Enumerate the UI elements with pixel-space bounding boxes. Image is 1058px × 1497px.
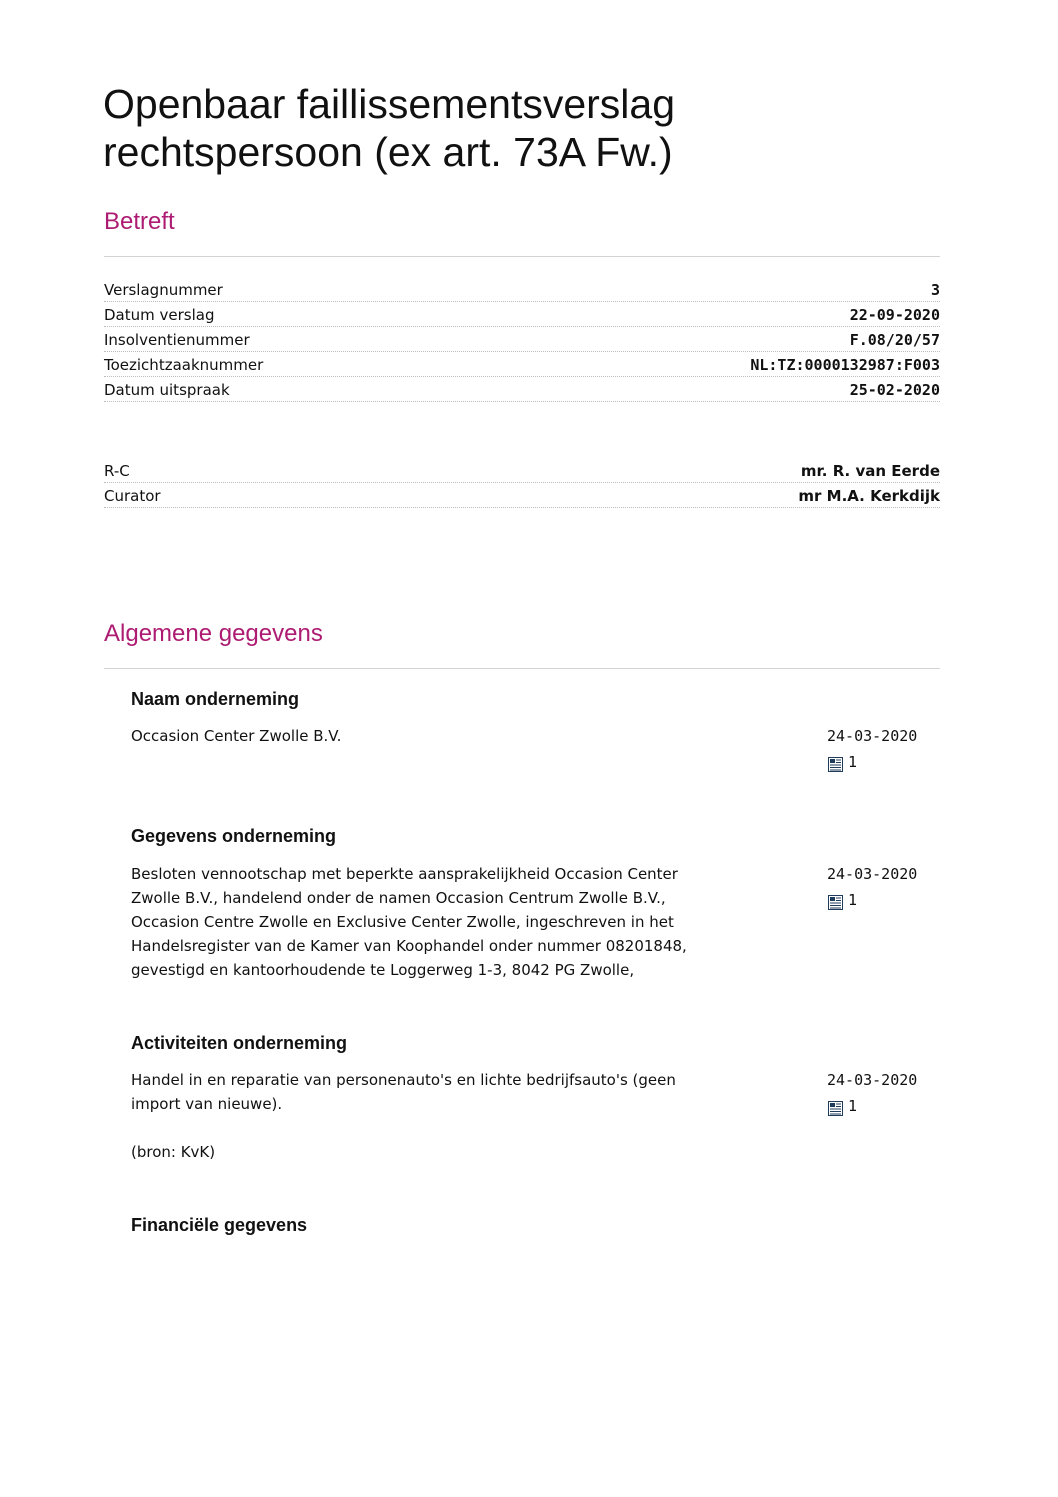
text-line: Besloten vennootschap met beperkte aansprakelijkheid Occasion Center — [131, 865, 678, 883]
page-title-line-1: Openbaar faillissementsverslag — [103, 81, 675, 127]
row-value: 22-09-2020 — [849, 306, 940, 324]
row-value: mr. R. van Eerde — [800, 462, 940, 480]
text-line: gevestigd en kantoorhoudende te Loggerweg 1-3, 8042 PG Zwolle, — [131, 961, 635, 979]
officials-table — [104, 458, 940, 508]
entry-date: 24-03-2020 — [827, 727, 918, 745]
section-heading-betreft: Betreft — [104, 208, 175, 235]
attachment-reference[interactable] — [828, 889, 857, 910]
text-line: Occasion Center Zwolle B.V. — [131, 727, 342, 745]
text-line: import van nieuwe). — [131, 1095, 283, 1113]
row-value: NL:TZ:0000132987:F003 — [750, 356, 940, 374]
row-label: Datum verslag — [104, 306, 215, 324]
page-title-line-2: rechtspersoon (ex art. 73A Fw.) — [103, 129, 673, 175]
source-note: (bron: KvK) — [131, 1143, 216, 1161]
document-icon — [828, 1101, 843, 1116]
subheading-gegevens-onderneming: Gegevens onderneming — [131, 826, 337, 846]
case-details-row — [104, 302, 940, 327]
section-divider — [104, 256, 940, 257]
row-label: Curator — [104, 487, 161, 505]
text-line: Zwolle B.V., handelend onder de namen Occasion Centrum Zwolle B.V., — [131, 889, 666, 907]
text-line: Handelsregister van de Kamer van Koophandel onder nummer 08201848, — [131, 937, 687, 955]
attachment-number: 1 — [848, 1096, 858, 1115]
gegevens-onderneming-text — [131, 862, 781, 982]
case-details-row — [104, 327, 940, 352]
officials-row — [104, 483, 940, 508]
text-line: Handel in en reparatie van personenauto's en lichte bedrijfsauto's (geen — [131, 1071, 676, 1089]
row-value: F.08/20/57 — [849, 331, 940, 349]
page-title — [103, 80, 923, 176]
row-value: 25-02-2020 — [849, 381, 940, 399]
row-label: R-C — [104, 462, 130, 480]
subheading-activiteiten-onderneming: Activiteiten onderneming — [131, 1033, 348, 1053]
attachment-number: 1 — [848, 752, 858, 771]
officials-row — [104, 458, 940, 483]
row-label: Verslagnummer — [104, 281, 223, 299]
text-line: Occasion Centre Zwolle en Exclusive Center Zwolle, ingeschreven in het — [131, 913, 674, 931]
activiteiten-source — [131, 1140, 781, 1164]
entry-date: 24-03-2020 — [827, 865, 918, 883]
row-label: Toezichtzaaknummer — [104, 356, 264, 374]
case-details-row — [104, 352, 940, 377]
entry-date: 24-03-2020 — [827, 1071, 918, 1089]
case-details-row — [104, 377, 940, 402]
subheading-naam-onderneming: Naam onderneming — [131, 689, 300, 709]
case-details-row — [104, 277, 940, 302]
row-label: Insolventienummer — [104, 331, 250, 349]
attachment-reference[interactable] — [828, 1095, 857, 1116]
row-value: 3 — [930, 281, 940, 299]
document-icon — [828, 757, 843, 772]
section-divider — [104, 668, 940, 669]
activiteiten-onderneming-text — [131, 1068, 781, 1116]
attachment-reference[interactable] — [828, 751, 857, 772]
subheading-financiele-gegevens: Financiële gegevens — [131, 1215, 308, 1235]
section-heading-algemene-gegevens: Algemene gegevens — [104, 620, 323, 647]
case-details-table — [104, 277, 940, 402]
attachment-number: 1 — [848, 890, 858, 909]
naam-onderneming-text — [131, 724, 781, 748]
document-icon — [828, 895, 843, 910]
row-label: Datum uitspraak — [104, 381, 230, 399]
row-value: mr M.A. Kerkdijk — [798, 487, 940, 505]
